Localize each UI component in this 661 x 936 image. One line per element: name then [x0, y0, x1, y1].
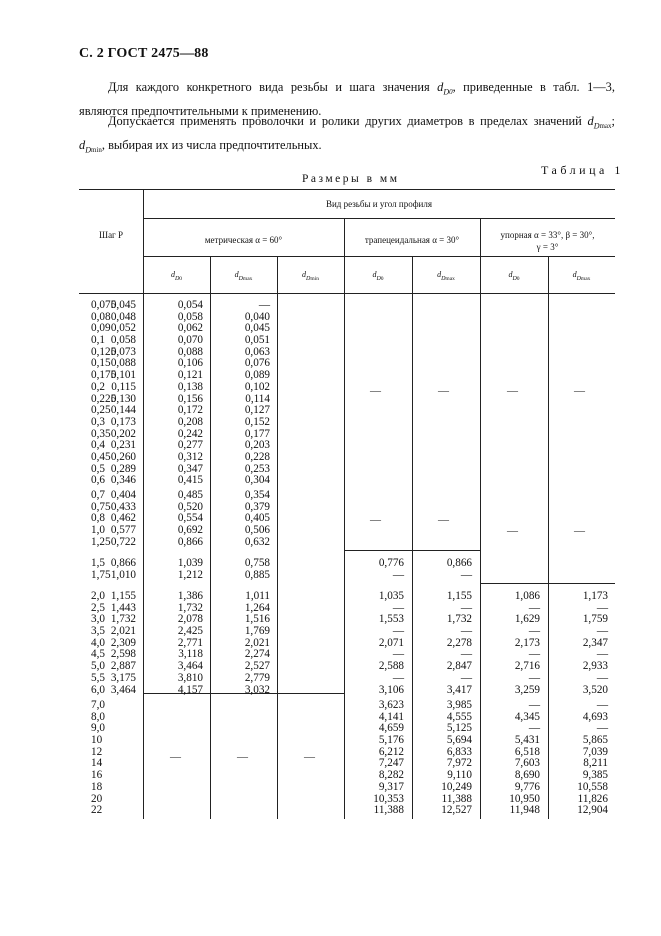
table-cell: 0,242: [177, 427, 203, 440]
table-cell: 9,110: [447, 769, 472, 782]
table-rule-header-bottom: [79, 293, 615, 294]
table-cell: 0,172: [177, 404, 203, 417]
table-cell: 2,847: [446, 660, 472, 673]
dash-metric-dmax-g5: —: [237, 751, 248, 763]
table-cell: 0,125: [91, 345, 117, 358]
table-cell: 0,6: [91, 474, 105, 487]
table-cell: —: [258, 299, 270, 311]
table-cell: 0,346: [110, 474, 136, 487]
table-cell: —: [460, 568, 472, 581]
table-cell: 2,887: [110, 660, 136, 673]
table-cell: 1,732: [446, 613, 472, 626]
table-cell: 2,425: [177, 625, 203, 638]
table-cell: 1,759: [582, 613, 608, 626]
table-cell: 0,225: [91, 392, 117, 405]
table-cell: —: [528, 699, 540, 711]
table-cell: 0,15: [91, 357, 111, 370]
table-cell: 0,115: [111, 380, 136, 393]
table-cell: 0,415: [177, 474, 203, 487]
table-cell: —: [460, 601, 472, 614]
table-cell: 0,277: [177, 439, 203, 452]
dash-trap-dmax-g2: —: [438, 514, 449, 526]
table-col-rule-7: [548, 256, 549, 819]
table-cell: 0,208: [177, 415, 203, 428]
butt-d0-g5-column: [509, 700, 540, 817]
trap-d0-g4-column: [379, 591, 404, 696]
table-col-rule-1: [143, 189, 144, 819]
table-cell: 3,464: [177, 660, 203, 673]
table-cell: 0,692: [177, 524, 203, 537]
table-col-rule-5: [412, 256, 413, 819]
table-cell: 11,388: [441, 792, 472, 805]
table-cell: 1,732: [110, 613, 136, 626]
table-cell: 3,985: [446, 699, 472, 711]
table-cell: —: [596, 601, 608, 614]
thread-gauge-table: [79, 189, 615, 819]
table-cell: 2,779: [244, 671, 270, 684]
table-cell: 3,417: [446, 683, 472, 696]
trap-d0-g3-column: [379, 558, 404, 581]
table-cell: 1,039: [177, 557, 203, 569]
table-cell: 10,249: [441, 780, 472, 793]
table-cell: 0,260: [110, 450, 136, 463]
table-cell: 0,114: [245, 392, 270, 405]
table-cell: 12,527: [441, 804, 472, 817]
table-cell: 1,173: [582, 590, 608, 602]
table-cell: 0,2: [91, 380, 105, 393]
table-cell: 20: [91, 792, 103, 805]
table-cell: 1,25: [91, 535, 111, 548]
table-cell: 2,173: [514, 636, 540, 649]
table-cell: 3,5: [91, 625, 105, 638]
metric-dmin-g1-column: [245, 300, 270, 487]
table-cell: 2,716: [514, 660, 540, 673]
table-cell: 6,212: [378, 745, 404, 758]
table-cell: 0,054: [177, 299, 203, 311]
table-cell: 2,347: [582, 636, 608, 649]
table-cell: —: [528, 601, 540, 614]
dash-butt-dmax-g1: —: [574, 385, 585, 397]
table-cell: 0,5: [91, 462, 105, 475]
table-cell: 7,247: [378, 757, 404, 770]
table-cell: 6,833: [446, 745, 472, 758]
table-col-rule-6: [480, 218, 481, 819]
table-cell: 9,776: [514, 780, 540, 793]
table-cell: 4,5: [91, 648, 105, 661]
table-cell: 1,0: [91, 524, 105, 537]
intro-paragraph-2: Допускается применять проволочки и ролики других диаметров в пределах значений $d_{Dmax}$; $d_{Dmin}$, выбирая их из числа предпочтительных.: [79, 114, 615, 155]
table-cell: 0,177: [244, 427, 270, 440]
table-cell: 0,45: [91, 450, 111, 463]
table-cell: 10: [91, 734, 103, 747]
table-cell: 8,690: [514, 769, 540, 782]
p2-var-min: $d_{Dmin}$: [79, 138, 102, 155]
butt-dmax-g5-column: [577, 700, 608, 817]
metric-dmax-g3-column: [178, 558, 203, 581]
table-cell: 0,106: [177, 357, 203, 370]
metric-dmin-g2-column: [245, 490, 270, 548]
table-cell: 0,127: [244, 404, 270, 417]
table-cell: 8,0: [91, 710, 105, 723]
table-cell: 0,202: [110, 427, 136, 440]
table-cell: 18: [91, 780, 103, 793]
table-cell: 1,264: [244, 601, 270, 614]
table-cell: —: [460, 648, 472, 661]
table-cell: 5,431: [514, 734, 540, 747]
table-cell: 8,211: [583, 757, 608, 770]
table-cell: —: [596, 722, 608, 735]
table-cell: 0,101: [110, 369, 136, 382]
table-cell: 3,810: [177, 671, 203, 684]
trap-dmax-g3-column: [447, 558, 472, 581]
table-cell: 2,071: [378, 636, 404, 649]
dash-trap-d0-g1: —: [370, 385, 381, 397]
metric-dmax-g2-column: [178, 490, 203, 548]
subheader-butt-d0: $d_{D0}$: [508, 270, 520, 282]
table-cell: 2,278: [446, 636, 472, 649]
table-cell: 4,693: [582, 710, 608, 723]
metric-d0-g2-column: [111, 490, 136, 548]
subheader-metric-dmax: $d_{Dmax}$: [234, 270, 253, 282]
metric-d0-g1-column: [111, 300, 136, 487]
table-cell: 4,345: [514, 710, 540, 723]
table-cell: 1,155: [110, 590, 136, 602]
table-cell: 0,8: [91, 512, 105, 525]
table-cell: 0,063: [244, 345, 270, 358]
table-cell: 1,629: [514, 613, 540, 626]
table-cell: 0,102: [244, 380, 270, 393]
butt-dmax-g4-column: [583, 591, 608, 696]
table-cell: 22: [91, 804, 103, 817]
table-cell: —: [460, 625, 472, 638]
table-cell: 3,0: [91, 613, 105, 626]
p2-text-a: Допускается применять проволочки и ролики других диаметров в пределах значений: [108, 114, 582, 128]
table-cell: 2,021: [244, 636, 270, 649]
table-cell: 0,354: [244, 489, 270, 501]
table-cell: 8,282: [378, 769, 404, 782]
metric-d0-g3-column: [111, 558, 136, 581]
table-cell: —: [596, 625, 608, 638]
table-cell: —: [392, 671, 404, 684]
table-cell: 0,048: [110, 310, 136, 323]
table-cell: 1,011: [245, 590, 270, 602]
sizes-note: Размеры в мм: [302, 173, 400, 185]
table-cell: 0,632: [244, 535, 270, 548]
table-cell: 0,866: [110, 557, 136, 569]
table-cell: 2,078: [177, 613, 203, 626]
table-cell: 6,518: [514, 745, 540, 758]
table-cell: —: [460, 671, 472, 684]
header-trapezoidal: трапецеидальная α = 30°: [364, 235, 460, 245]
page-header: С. 2 ГОСТ 2475—88: [79, 46, 209, 61]
table-cell: 2,021: [110, 625, 136, 638]
table-cell: 0,577: [110, 524, 136, 537]
table-cell: 5,694: [446, 734, 472, 747]
table-cell: 1,212: [177, 568, 203, 581]
table-cell: 3,623: [378, 699, 404, 711]
table-cell: 0,088: [177, 345, 203, 358]
table-cell: 12,904: [577, 804, 608, 817]
table-cell: 0,040: [244, 310, 270, 323]
table-cell: 2,274: [244, 648, 270, 661]
trap-dmax-g5-column: [441, 700, 472, 817]
table-cell: 0,075: [91, 299, 117, 311]
table-cell: 2,598: [110, 648, 136, 661]
header-buttress: упорная α = 33°, β = 30°, γ = 3°: [500, 230, 595, 252]
table-cell: 2,309: [110, 636, 136, 649]
table-cell: 9,0: [91, 722, 105, 735]
dash-butt-d0-g2: —: [507, 525, 518, 537]
table-cell: 3,175: [110, 671, 136, 684]
table-cell: 0,076: [244, 357, 270, 370]
butt-d0-g4-column: [515, 591, 540, 696]
table-cell: 0,088: [110, 357, 136, 370]
table-cell: 1,5: [91, 557, 105, 569]
dash-trap-dmax-g1: —: [438, 385, 449, 397]
table-rule-top: [79, 189, 615, 190]
table-cell: 0,758: [244, 557, 270, 569]
table-cell: 2,527: [244, 660, 270, 673]
table-cell: 0,25: [91, 404, 111, 417]
table-cell: 3,032: [244, 683, 270, 696]
table-cell: 0,405: [244, 512, 270, 525]
table-cell: 1,443: [110, 601, 136, 614]
p2-text-b: , выбирая их из числа предпочтительных.: [101, 138, 322, 152]
table-cell: 0,554: [177, 512, 203, 525]
header-pitch: Шаг P: [98, 230, 124, 240]
table-cell: 0,520: [177, 500, 203, 513]
table-cell: —: [528, 671, 540, 684]
table-cell: 10,950: [509, 792, 540, 805]
table-cell: —: [392, 568, 404, 581]
table-rule-subheader: [143, 256, 615, 257]
table-cell: 5,176: [378, 734, 404, 747]
table-cell: 5,125: [446, 722, 472, 735]
table-cell: 11,948: [509, 804, 540, 817]
table-cell: 0,7: [91, 489, 105, 501]
table-cell: 0,228: [244, 450, 270, 463]
p1-text-a: Для каждого конкретного вида резьбы и шага значения: [108, 80, 430, 94]
dash-butt-d0-g1: —: [507, 385, 518, 397]
metric-d0-g4-column: [111, 591, 136, 696]
table-cell: 0,073: [110, 345, 136, 358]
header-group: Вид резьбы и угол профиля: [325, 199, 433, 209]
table-rule-metric-end: [143, 693, 344, 694]
subheader-metric-d0: $d_{D0}$: [170, 270, 183, 282]
table-cell: 0,866: [446, 557, 472, 569]
subheader-trap-dmax: $d_{Dmax}$: [437, 270, 455, 282]
table-cell: 1,732: [177, 601, 203, 614]
table-cell: 0,045: [244, 322, 270, 335]
table-cell: 3,118: [178, 648, 203, 661]
table-cell: 10,558: [577, 780, 608, 793]
table-cell: 2,933: [582, 660, 608, 673]
table-cell: 4,157: [177, 683, 203, 696]
table-cell: 0,121: [177, 369, 203, 382]
table-cell: 1,75: [91, 568, 111, 581]
table-cell: 0,1: [91, 334, 105, 347]
table-cell: 7,972: [446, 757, 472, 770]
table-cell: 0,175: [91, 369, 117, 382]
table-cell: 1,035: [378, 590, 404, 602]
table-cell: 0,08: [91, 310, 111, 323]
table-cell: 0,144: [110, 404, 136, 417]
table-cell: 3,464: [110, 683, 136, 696]
trap-d0-g5-column: [373, 700, 404, 817]
table-cell: 0,506: [244, 524, 270, 537]
metric-dmax-g4-column: [178, 591, 203, 696]
table-cell: 16: [91, 769, 103, 782]
table-cell: —: [392, 625, 404, 638]
dash-trap-d0-g2: —: [370, 514, 381, 526]
table-cell: 0,485: [177, 489, 203, 501]
table-cell: 7,0: [91, 699, 105, 711]
table-cell: 2,5: [91, 601, 105, 614]
table-cell: 7,603: [514, 757, 540, 770]
subheader-butt-dmax: $d_{Dmax}$: [572, 270, 591, 282]
table-cell: 12: [91, 745, 103, 758]
table-cell: 9,317: [378, 780, 404, 793]
table-cell: 0,866: [177, 535, 203, 548]
table-cell: 0,09: [91, 322, 111, 335]
table-cell: 4,555: [446, 710, 472, 723]
table-cell: 1,155: [446, 590, 472, 602]
pitch-g5-column: [91, 700, 141, 817]
table-cell: —: [392, 601, 404, 614]
table-cell: 11,388: [373, 804, 404, 817]
table-cell: 0,156: [177, 392, 203, 405]
table-cell: 1,086: [514, 590, 540, 602]
table-cell: —: [528, 722, 540, 735]
table-cell: 11,826: [577, 792, 608, 805]
table-cell: 9,385: [582, 769, 608, 782]
table-cell: 0,304: [244, 474, 270, 487]
table-cell: 0,070: [177, 334, 203, 347]
table-cell: 0,722: [110, 535, 136, 548]
trap-dmax-g4-column: [447, 591, 472, 696]
table-cell: 0,35: [91, 427, 111, 440]
table-cell: 0,4: [91, 439, 105, 452]
table-cell: 14: [91, 757, 103, 770]
table-cell: 2,771: [177, 636, 203, 649]
table-rule-group: [143, 218, 615, 219]
table-cell: 5,865: [582, 734, 608, 747]
table-cell: 4,141: [378, 710, 404, 723]
table-cell: 0,347: [177, 462, 203, 475]
table-cell: 0,058: [110, 334, 136, 347]
dash-butt-dmax-g2: —: [574, 525, 585, 537]
table-cell: 3,106: [378, 683, 404, 696]
table-cell: 5,5: [91, 671, 105, 684]
table-cell: 0,152: [244, 415, 270, 428]
table-cell: 0,776: [378, 557, 404, 569]
table-col-rule-2: [210, 256, 211, 819]
table-cell: 2,0: [91, 590, 105, 602]
table-cell: —: [596, 699, 608, 711]
table-cell: 3,520: [582, 683, 608, 696]
table-col-rule-3: [277, 256, 278, 819]
subheader-trap-d0: $d_{D0}$: [372, 270, 384, 282]
table-cell: 1,553: [378, 613, 404, 626]
table-cell: —: [528, 625, 540, 638]
table-cell: 10,353: [373, 792, 404, 805]
table-cell: 0,089: [244, 369, 270, 382]
table-cell: 1,010: [110, 568, 136, 581]
metric-dmin-g3-column: [245, 558, 270, 581]
metric-dmax-g1-column: [178, 300, 203, 487]
table-cell: 0,312: [177, 450, 203, 463]
dash-metric-dmin-g5: —: [304, 751, 315, 763]
table-cell: 4,659: [378, 722, 404, 735]
table-cell: 0,052: [110, 322, 136, 335]
table-cell: 5,0: [91, 660, 105, 673]
table-cell: 0,3: [91, 415, 105, 428]
table-cell: 0,379: [244, 500, 270, 513]
table-cell: —: [596, 671, 608, 684]
table-cell: 1,769: [244, 625, 270, 638]
table-cell: 6,0: [91, 683, 105, 696]
table-cell: 0,75: [91, 500, 111, 513]
subheader-metric-dmin: $d_{Dmin}$: [302, 270, 319, 282]
p2-var-max: $d_{Dmax}$: [587, 114, 612, 131]
table-cell: —: [392, 648, 404, 661]
table-cell: 7,039: [582, 745, 608, 758]
table-cell: 0,138: [177, 380, 203, 393]
header-metric: метрическая α = 60°: [204, 235, 283, 245]
table-cell: 0,404: [110, 489, 136, 501]
table-cell: 1,386: [177, 590, 203, 602]
table-cell: 0,289: [110, 462, 136, 475]
table-cell: —: [596, 648, 608, 661]
table-cell: 0,062: [177, 322, 203, 335]
table-cell: 1,516: [244, 613, 270, 626]
table-cell: 0,885: [244, 568, 270, 581]
table-cell: 0,433: [110, 500, 136, 513]
table-cell: 0,130: [110, 392, 136, 405]
table-cell: 0,058: [177, 310, 203, 323]
table-cell: 0,051: [244, 334, 270, 347]
p1-var: $d_{D0}$: [437, 80, 453, 97]
table-cell: 0,231: [110, 439, 136, 452]
table-cell: 0,203: [244, 439, 270, 452]
metric-dmin-g4-column: [245, 591, 270, 696]
table-cell: 0,462: [110, 512, 136, 525]
table-cell: 0,045: [110, 299, 136, 311]
table-cell: 2,588: [378, 660, 404, 673]
p1-text-b: , приведенные в табл. 1—3, являются предпочтительными к применению.: [79, 80, 615, 118]
table-col-rule-4: [344, 218, 345, 819]
table-cell: 3,259: [514, 683, 540, 696]
table-cell: 0,253: [244, 462, 270, 475]
table-cell: 4,0: [91, 636, 105, 649]
table-label: Таблица 1: [541, 163, 624, 177]
dash-metric-d0-g5: —: [170, 751, 181, 763]
table-cell: 0,173: [110, 415, 136, 428]
table-cell: —: [528, 648, 540, 661]
